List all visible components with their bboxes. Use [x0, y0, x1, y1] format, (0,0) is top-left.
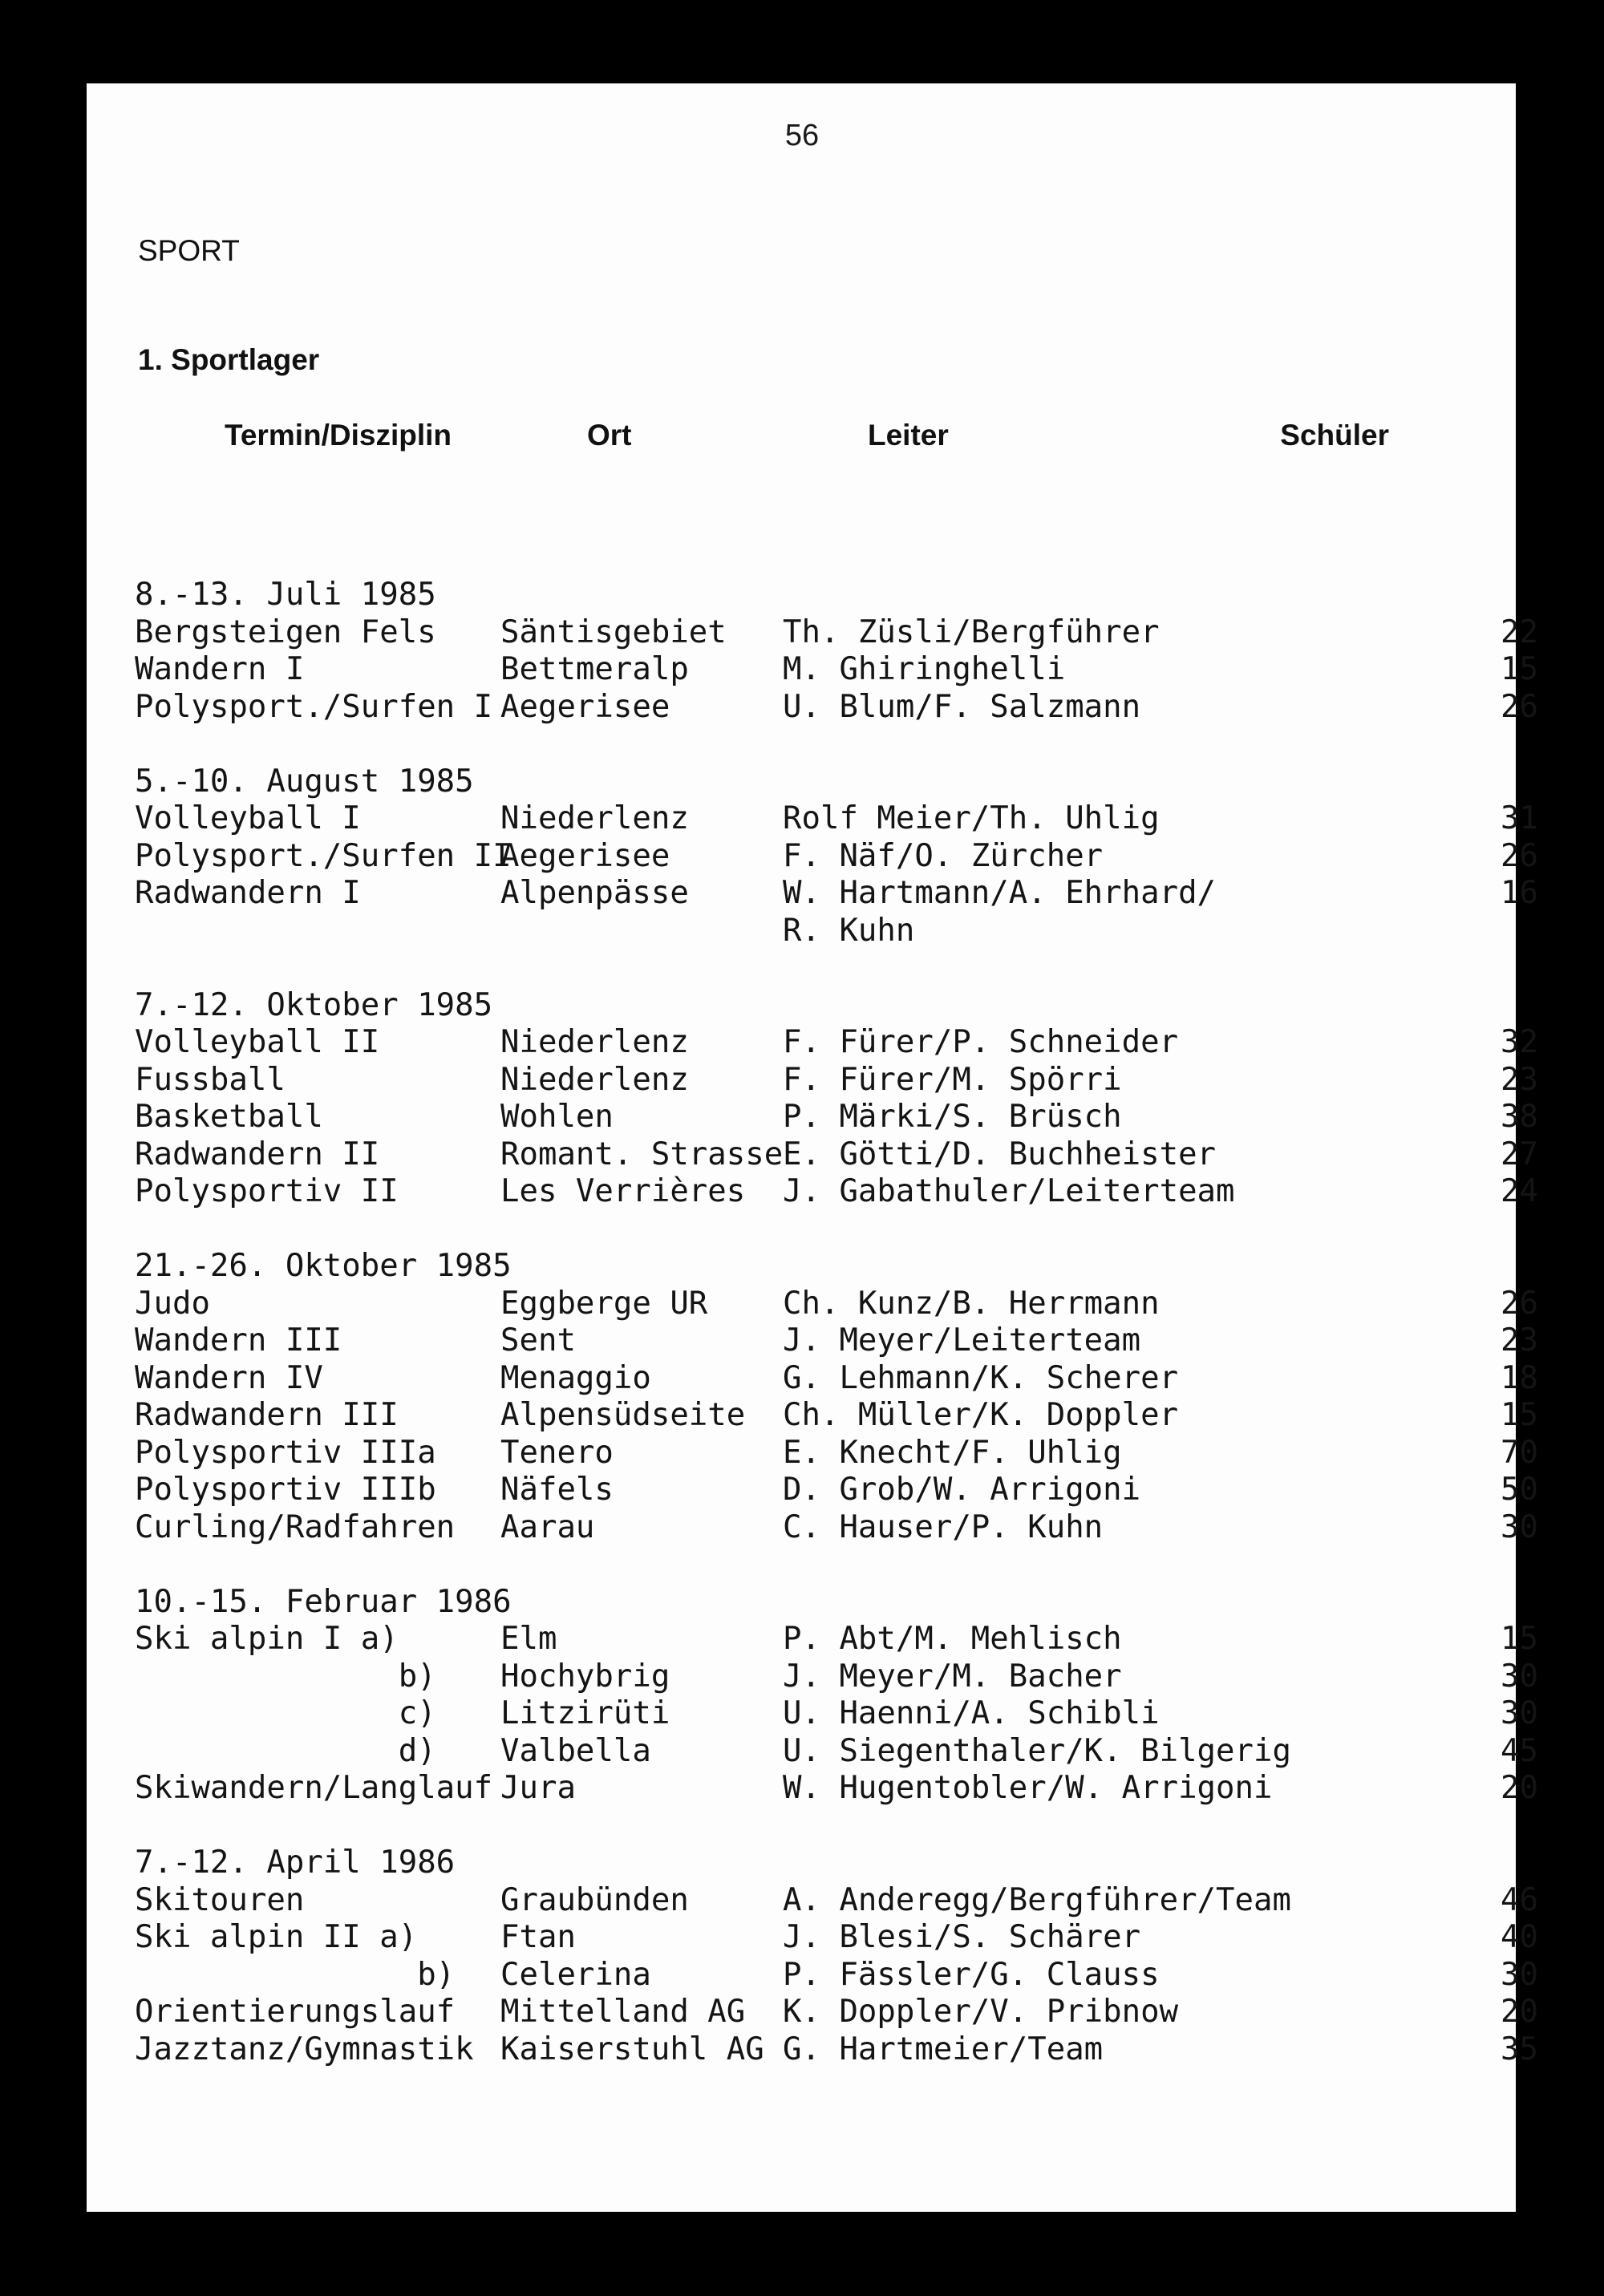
schueler-count-cell: 46	[1501, 1881, 1538, 1918]
ort-cell: Celerina	[500, 1956, 651, 1993]
leiter-cell: Ch. Müller/K. Doppler	[783, 1397, 1179, 1433]
ort-cell: Alpenpässe	[500, 875, 689, 911]
disziplin-cell: Orientierungslauf	[135, 1994, 456, 2030]
page-number: 56	[784, 119, 820, 152]
schueler-count-cell: 24	[1501, 1173, 1538, 1209]
ort-cell: Niederlenz	[500, 1061, 689, 1098]
ort-cell: Säntisgebiet	[500, 613, 727, 650]
ort-cell: Ftan	[500, 1919, 576, 1955]
column-header-termin: Termin/Disziplin	[225, 419, 452, 452]
date-range: 10.-15. Februar 1986	[135, 1583, 512, 1620]
leiter-cell: F. Näf/O. Zürcher	[783, 837, 1104, 874]
schueler-count-cell: 23	[1501, 1061, 1538, 1098]
disziplin-cell: Wandern III	[135, 1322, 342, 1359]
date-range: 21.-26. Oktober 1985	[135, 1248, 512, 1284]
disziplin-cell: Ski alpin II a)	[135, 1919, 418, 1955]
disziplin-cell: Curling/Radfahren	[135, 1508, 456, 1545]
disziplin-cell: b)	[135, 1658, 436, 1695]
leiter-cell: P. Märki/S. Brüsch	[783, 1099, 1122, 1135]
schueler-count-cell: 50	[1501, 1472, 1538, 1508]
schueler-count-cell: 20	[1501, 1770, 1538, 1806]
date-range: 7.-12. April 1986	[135, 1844, 456, 1881]
disziplin-cell: Volleyball II	[135, 1024, 380, 1060]
leiter-cell: C. Hauser/P. Kuhn	[783, 1508, 1104, 1545]
disziplin-cell: Radwandern II	[135, 1136, 380, 1172]
ort-cell: Niederlenz	[500, 800, 689, 836]
schueler-count-cell: 30	[1501, 1695, 1538, 1731]
disziplin-cell: Polysportiv II	[135, 1173, 399, 1209]
leiter-cell: Th. Züsli/Bergführer	[783, 613, 1160, 650]
schueler-count-cell: 16	[1501, 875, 1538, 911]
date-range: 5.-10. August 1985	[135, 763, 474, 800]
leiter-cell: K. Doppler/V. Pribnow	[783, 1994, 1179, 2030]
leiter-cell: F. Fürer/P. Schneider	[783, 1024, 1179, 1060]
leiter-cell: A. Anderegg/Bergführer/Team	[783, 1881, 1291, 1918]
leiter-cell: W. Hartmann/A. Ehrhard/	[783, 875, 1217, 911]
ort-cell: Alpensüdseite	[500, 1397, 746, 1433]
schueler-count-cell: 18	[1501, 1359, 1538, 1396]
leiter-cell: J. Gabathuler/Leiterteam	[783, 1173, 1235, 1209]
ort-cell: Mittelland AG	[500, 1994, 746, 2030]
leiter-cell: Rolf Meier/Th. Uhlig	[783, 800, 1160, 836]
schueler-count-cell: 38	[1501, 1099, 1538, 1135]
schueler-count-cell: 15	[1501, 1621, 1538, 1657]
disziplin-cell: Polysportiv IIIb	[135, 1472, 436, 1508]
schueler-count-cell: 22	[1501, 613, 1538, 650]
leiter-cell: P. Abt/M. Mehlisch	[783, 1621, 1122, 1657]
ort-cell: Valbella	[500, 1732, 651, 1769]
ort-cell: Elm	[500, 1621, 557, 1657]
schueler-count-cell: 32	[1501, 1024, 1538, 1060]
ort-cell: Aegerisee	[500, 688, 670, 725]
disziplin-cell: Polysport./Surfen I	[135, 688, 493, 725]
schueler-count-cell: 27	[1501, 1136, 1538, 1172]
disziplin-cell: Radwandern III	[135, 1397, 399, 1433]
leiter-cell: F. Fürer/M. Spörri	[783, 1061, 1122, 1098]
ort-cell: Romant. Strasse	[500, 1136, 784, 1172]
leiter-cell: G. Lehmann/K. Scherer	[783, 1359, 1179, 1396]
date-range: 8.-13. Juli 1985	[135, 577, 436, 613]
schueler-count-cell: 70	[1501, 1434, 1538, 1471]
schueler-count-cell: 31	[1501, 800, 1538, 836]
ort-cell: Jura	[500, 1770, 576, 1806]
disziplin-cell: Polysportiv IIIa	[135, 1434, 436, 1471]
schueler-count-cell: 30	[1501, 1658, 1538, 1695]
disziplin-cell: Fussball	[135, 1061, 286, 1098]
ort-cell: Kaiserstuhl AG	[500, 2031, 764, 2067]
leiter-cell: E. Götti/D. Buchheister	[783, 1136, 1217, 1172]
ort-cell: Niederlenz	[500, 1024, 689, 1060]
ort-cell: Litzirüti	[500, 1695, 670, 1731]
disziplin-cell: Polysport./Surfen II	[135, 837, 512, 874]
disziplin-cell: Judo	[135, 1285, 210, 1322]
schueler-count-cell: 20	[1501, 1994, 1538, 2030]
schueler-count-cell: 15	[1501, 651, 1538, 687]
ort-cell: Sent	[500, 1322, 576, 1359]
date-range: 7.-12. Oktober 1985	[135, 986, 493, 1023]
disziplin-cell: Wandern I	[135, 651, 305, 687]
leiter-cell: Ch. Kunz/B. Herrmann	[783, 1285, 1160, 1322]
schueler-count-cell: 23	[1501, 1322, 1538, 1359]
leiter-cell: U. Blum/F. Salzmann	[783, 688, 1141, 725]
leiter-cell: U. Siegenthaler/K. Bilgerig	[783, 1732, 1291, 1769]
disziplin-cell: b)	[135, 1956, 456, 1993]
disziplin-cell: c)	[135, 1695, 436, 1731]
schueler-count-cell: 40	[1501, 1919, 1538, 1955]
disziplin-cell: Skiwandern/Langlauf	[135, 1770, 493, 1806]
leiter-cell: E. Knecht/F. Uhlig	[783, 1434, 1122, 1471]
leiter-cell: M. Ghiringhelli	[783, 651, 1066, 687]
column-header-leiter: Leiter	[868, 419, 949, 452]
disziplin-cell: Ski alpin I a)	[135, 1621, 399, 1657]
leiter-cell: D. Grob/W. Arrigoni	[783, 1472, 1141, 1508]
disziplin-cell: Basketball	[135, 1099, 323, 1135]
column-header-schueler: Schüler	[1280, 419, 1389, 452]
column-header-ort: Ort	[587, 419, 632, 452]
disziplin-cell: Wandern IV	[135, 1359, 323, 1396]
leiter-cell: J. Blesi/S. Schärer	[783, 1919, 1141, 1955]
schueler-count-cell: 45	[1501, 1732, 1538, 1769]
disziplin-cell: Jazztanz/Gymnastik	[135, 2031, 474, 2067]
ort-cell: Tenero	[500, 1434, 614, 1471]
schueler-count-cell: 30	[1501, 1508, 1538, 1545]
disziplin-cell: Radwandern I	[135, 875, 361, 911]
leiter-cell: R. Kuhn	[783, 912, 915, 949]
section-title: SPORT	[138, 234, 240, 267]
ort-cell: Aarau	[500, 1508, 595, 1545]
subsection-title: 1. Sportlager	[138, 343, 320, 376]
ort-cell: Wohlen	[500, 1099, 614, 1135]
schueler-count-cell: 26	[1501, 688, 1538, 725]
disziplin-cell: Volleyball I	[135, 800, 361, 836]
ort-cell: Näfels	[500, 1472, 614, 1508]
ort-cell: Bettmeralp	[500, 651, 689, 687]
leiter-cell: U. Haenni/A. Schibli	[783, 1695, 1160, 1731]
ort-cell: Aegerisee	[500, 837, 670, 874]
ort-cell: Menaggio	[500, 1359, 651, 1396]
leiter-cell: J. Meyer/M. Bacher	[783, 1658, 1122, 1695]
ort-cell: Eggberge UR	[500, 1285, 708, 1322]
schueler-count-cell: 26	[1501, 837, 1538, 874]
schueler-count-cell: 30	[1501, 1956, 1538, 1993]
leiter-cell: W. Hugentobler/W. Arrigoni	[783, 1770, 1273, 1806]
disziplin-cell: Bergsteigen Fels	[135, 613, 436, 650]
leiter-cell: P. Fässler/G. Clauss	[783, 1956, 1160, 1993]
ort-cell: Les Verrières	[500, 1173, 746, 1209]
schueler-count-cell: 15	[1501, 1397, 1538, 1433]
disziplin-cell: d)	[135, 1732, 436, 1769]
schueler-count-cell: 35	[1501, 2031, 1538, 2067]
leiter-cell: J. Meyer/Leiterteam	[783, 1322, 1141, 1359]
schueler-count-cell: 26	[1501, 1285, 1538, 1322]
disziplin-cell: Skitouren	[135, 1881, 305, 1918]
ort-cell: Graubünden	[500, 1881, 689, 1918]
ort-cell: Hochybrig	[500, 1658, 670, 1695]
leiter-cell: G. Hartmeier/Team	[783, 2031, 1104, 2067]
